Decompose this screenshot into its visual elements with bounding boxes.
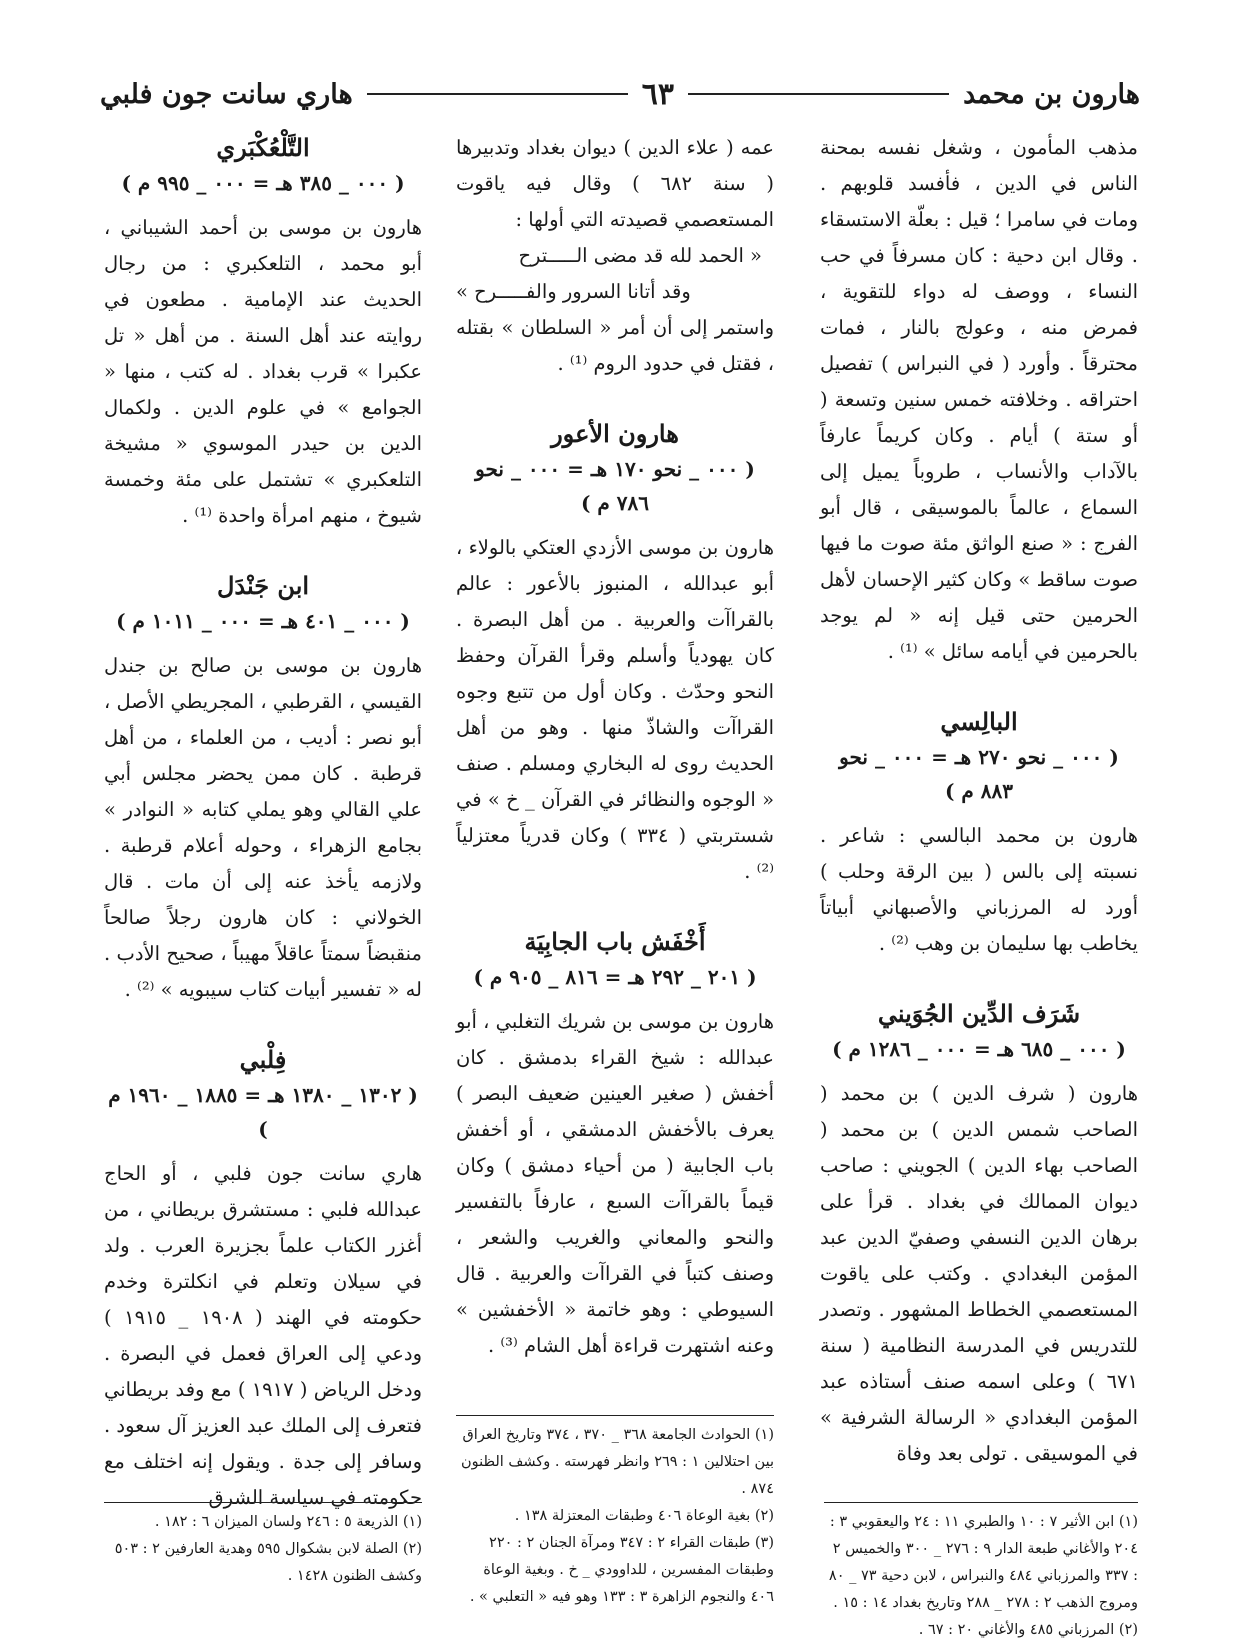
footnotes-right <box>824 1502 1138 1644</box>
entry-title-philby: فِلْبي <box>239 1045 287 1074</box>
column-right <box>820 130 1138 1506</box>
footnote: (١) ابن الأثير ٧ : ١٠ والطبري ١١ : ٢٤ واليعقوبي ٣ : ٢٠٤ والأغاني طبعة الدار ٩ : ٢٧٦ _ ٣٠٠ والخميس ٢ : ٣٣٧ والمرزباني ٤٨٤ والنبراس ، لابن دحية ٧٣ _ ٨٠ ومروج الذهب ٢ : ٢٧٨ _ ٢٨٨ وتاريخ بغداد ١٤ : ١٥ . <box>828 1514 1138 1611</box>
entry-body-ibn-jandal: هارون بن موسى بن صالح بن جندل القيسي ، القرطبي ، المجريطي الأصل ، أبو نصر : أديب ، من العلماء ، من أهل قرطبة . كان ممن يحضر مجلس أبي علي القالي وهو يملي كتابه « النوادر » بجامع الزهراء ، وحوله أعلام قرطبة . ولازمه يأخذ عنه إلى أن مات . قال الخولاني : كان هارون رجلاً صالحاً منقبضاً سمتاً عاقلاً مهيباً ، صحيح الأدب . له « تفسير أبيات كتاب سيبويه » ⁽²⁾ . <box>104 654 422 1001</box>
header-left-name: هاري سانت جون فلبي <box>100 78 353 110</box>
entry-dates-juwayni: ( ٠٠٠ _ ٦٨٥ هـ = ٠٠٠ _ ١٢٨٦ م ) <box>832 1037 1126 1061</box>
footnote: (٢) الصلة لابن بشكوال ٥٩٥ وهدية العارفين ٢ : ٥٠٣ وكشف الظنون ١٤٢٨ . <box>114 1541 422 1584</box>
column-left <box>104 130 422 1550</box>
entry-title-akhfash: أَخْفَش باب الجابِيَة <box>524 927 706 956</box>
header-right-name: هارون بن محمد <box>963 78 1140 110</box>
footnote: (٢) المرزباني ٤٨٥ والأغاني ٢٠ : ٦٧ . <box>918 1622 1138 1638</box>
entry-body-philby: هاري سانت جون فلبي ، أو الحاج عبدالله فلبي : مستشرق بريطاني ، من أغزر الكتاب علماً بجزيرة العرب . ولد في سيلان وتعلم في انكلترة وخدم حكومته في الهند ( ١٩٠٨ _ ١٩١٥ ) ودعي إلى العراق فعمل في البصرة . ودخل الرياض ( ١٩١٧ ) مع وفد بريطاني فتعرف إلى الملك عبد العزيز آل سعود . وسافر إلى جدة . ويقول إنه اختلف مع حكومته في سياسة الشرق <box>104 1162 422 1509</box>
entry-body-akhfash: هارون بن موسى بن شريك التغلبي ، أبو عبدالله : شيخ القراء بدمشق . كان أخفش ( صغير العينين ضعيف البصر ) يعرف بالأخفش الدمشقي ، أو أخفش باب الجابية ( من أحياء دمشق ) وكان قيماً بالقراآت السبع ، عارفاً بالتفسير والنحو والمعاني والغريب والشعر ، وصنف كتباً في القراآت والعربية . قال السيوطي : وهو خاتمة « الأخفشين » وعنه اشتهرت قراءة أهل الشام ⁽³⁾ . <box>456 1010 774 1357</box>
entry-title-ibn-jandal: ابن جَنْدَل <box>216 571 310 600</box>
page-number: ٦٣ <box>641 76 674 112</box>
entry-dates-akhfash: ( ٢٠١ _ ٢٩٢ هـ = ٨١٦ _ ٩٠٥ م ) <box>473 965 757 989</box>
entry-dates-balisi: ( ٠٠٠ _ نحو ٢٧٠ هـ = ٠٠٠ _ نحو ٨٨٣ م ) <box>839 745 1119 803</box>
entry-title-awar: هارون الأعور <box>551 419 679 448</box>
footnotes-left <box>104 1502 422 1590</box>
footnote: (٢) بغية الوعاة ٤٠٦ وطبقات المعتزلة ١٣٨ . <box>514 1508 774 1524</box>
continued-paragraph-2: واستمر إلى أن أمر « السلطان » بقتله ، فقتل في حدود الروم ⁽¹⁾ . <box>456 316 774 375</box>
entry-title-talakbari: التَّلْعُكْبَري <box>216 133 310 162</box>
entry-dates-philby: ( ١٣٠٢ _ ١٣٨٠ هـ = ١٨٨٥ _ ١٩٦٠ م ) <box>108 1083 418 1141</box>
entry-title-balisi: البالِسي <box>940 707 1018 736</box>
verse-line-1: « الحمد لله قد مضى الـــــترح <box>518 244 762 267</box>
header-rule-right <box>688 93 949 95</box>
footnotes-middle <box>456 1415 774 1611</box>
continued-paragraph: عمه ( علاء الدين ) ديوان بغداد وتدبيرها ( سنة ٦٨٢ ) وقال فيه ياقوت المستعصمي قصيدته التي أولها : <box>456 136 775 231</box>
running-header <box>100 72 1140 116</box>
continued-paragraph: مذهب المأمون ، وشغل نفسه بمحنة الناس في الدين ، فأفسد قلوبهم . ومات في سامرا ؛ قيل : بعلّة الاستسقاء . وقال ابن دحية : كان مسرفاً في حب النساء ، ووصف له دواء للتقوية ، فمرض منه ، وعولج بالنار ، فمات محترقاً . وأورد ( في النبراس ) تفصيل احتراقه . وخلافته خمس سنين وتسعة ( أو ستة ) أيام . وكان كريماً عارفاً بالآداب والأنساب ، طروباً يميل إلى السماع ، عالماً بالموسيقى ، قال أبو الفرج : « صنع الواثق مئة صوت ما فيها صوت ساقط » وكان كثير الإحسان لأهل الحرمين حتى قيل إنه « لم يوجد بالحرمين في أيامه سائل » ⁽¹⁾ . <box>820 136 1138 663</box>
entry-dates-talakbari: ( ٠٠٠ _ ٣٨٥ هـ = ٠٠٠ _ ٩٩٥ م ) <box>121 171 405 195</box>
entry-body-balisi: هارون بن محمد البالسي : شاعر . نسبته إلى بالس ( بين الرقة وحلب ) أورد له المرزباني والأصبهاني أبياتاً يخاطب بها سليمان بن وهب ⁽²⁾ . <box>820 824 1138 955</box>
footnote: (١) الذريعة ٥ : ٢٤٦ ولسان الميزان ٦ : ١٨٢ . <box>154 1514 422 1530</box>
verse-line-2: وقد أتانا السرور والفـــــرح » <box>456 280 691 303</box>
column-middle <box>456 130 774 1398</box>
entry-body-awar: هارون بن موسى الأزدي العتكي بالولاء ، أبو عبدالله ، المنبوز بالأعور : عالم بالقراآت والعربية . من أهل البصرة . كان يهودياً وأسلم وقرأ القرآن وحفظ النحو وحدّث . وكان أول من تتبع وجوه القراآت والشاذّ منها . وهو من أهل الحديث روى له البخاري ومسلم . صنف « الوجوه والنظائر في القرآن _ خ » في شستربتي ( ٣٣٤ ) وكان قدرياً معتزلياً ⁽²⁾ . <box>456 536 774 883</box>
footnote: (١) الحوادث الجامعة ٣٦٨ _ ٣٧٠ ، ٣٧٤ وتاريخ العراق بين احتلالين ١ : ٢٦٩ وانظر فهرسته . وكشف الظنون ٨٧٤ . <box>460 1427 774 1497</box>
entry-dates-ibn-jandal: ( ٠٠٠ _ ٤٠١ هـ = ٠٠٠ _ ١٠١١ م ) <box>116 609 410 633</box>
header-rule-left <box>367 93 628 95</box>
entry-body-talakbari: هارون بن موسى بن أحمد الشيباني ، أبو محمد ، التلعكبري : من رجال الحديث عند الإمامية . مطعون في روايته عند أهل السنة . من أهل « تل عكبرا » قرب بغداد . له كتب ، منها « الجوامع » في علوم الدين . ولكمال الدين بن حيدر الموسوي « مشيخة التلعكبري » تشتمل على مئة وخمسة شيوخ ، منهم امرأة واحدة ⁽¹⁾ . <box>104 216 422 527</box>
entry-dates-awar: ( ٠٠٠ _ نحو ١٧٠ هـ = ٠٠٠ _ نحو ٧٨٦ م ) <box>475 457 755 515</box>
entry-title-juwayni: شَرَف الدِّين الجُوَيني <box>877 999 1081 1028</box>
entry-body-juwayni: هارون ( شرف الدين ) بن محمد ( الصاحب شمس الدين ) بن محمد ( الصاحب بهاء الدين ) الجويني : صاحب ديوان الممالك في بغداد . قرأ على برهان الدين النسفي وصفيّ الدين عبد المؤمن البغدادي . وكتب على ياقوت المستعصمي الخطاط المشهور . وتصدر للتدريس في المدرسة النظامية ( سنة ٦٧١ ) وعلى اسمه صنف أستاذه عبد المؤمن البغدادي « الرسالة الشرفية » في الموسيقى . تولى بعد وفاة <box>820 1082 1138 1465</box>
footnote: (٣) طبقات القراء ٢ : ٣٤٧ ومرآة الجنان ٢ : ٢٢٠ وطبقات المفسرين ، للداوودي _ خ . وبغية الوعاة ٤٠٦ والنجوم الزاهرة ٣ : ١٣٣ وهو فيه « التعلبي » . <box>469 1535 774 1605</box>
